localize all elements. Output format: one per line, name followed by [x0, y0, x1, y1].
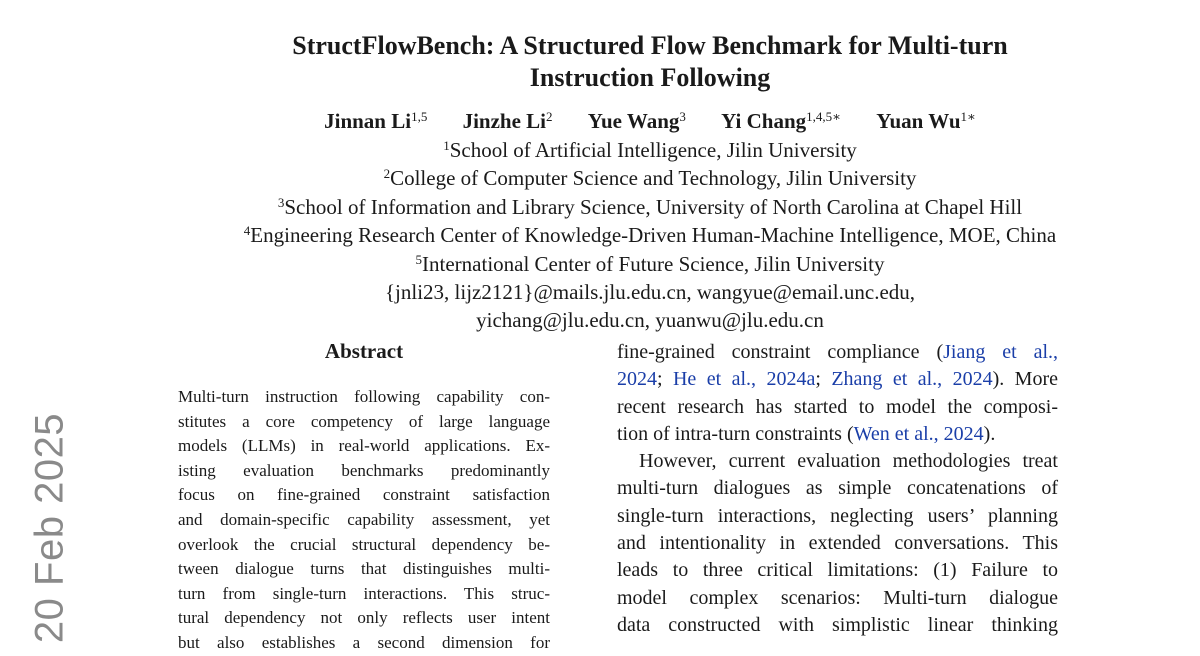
body-line: leads to three critical limitations: (1) Failure to	[617, 559, 1058, 582]
abstract-line: Multi-turn instruction following capability con-	[178, 387, 550, 406]
author	[721, 109, 841, 133]
author-list	[150, 107, 1150, 135]
abstract-line: and domain-specific capability assessment, yet	[178, 509, 550, 529]
citation-link[interactable]: Zhang et al., 2024	[831, 368, 993, 391]
intro-column	[617, 339, 1058, 639]
affiliation-line	[100, 193, 1200, 221]
abstract-line: turn from single-turn interactions. This struc-	[178, 583, 550, 603]
body-line: data constructed with simplistic linear thinking	[617, 613, 1058, 636]
abstract-line: isting evaluation benchmarks predominantly	[178, 460, 550, 480]
body-text: ). More	[992, 368, 1058, 391]
affiliation-block	[100, 136, 1200, 335]
author-name: Jinnan Li	[324, 109, 412, 133]
affiliation-mark: 4	[243, 223, 251, 239]
body-line	[617, 339, 1058, 366]
author-affil-mark: 1∗	[960, 109, 976, 124]
abstract-line: focus on fine-grained constraint satisfaction	[178, 485, 550, 505]
paper-title	[150, 30, 1150, 94]
abstract-line: tural dependency not only reflects user intent	[178, 608, 550, 628]
email-line-1: {jnli23, lijz2121}@mails.jlu.edu.cn, wangyue@email.unc.edu,	[384, 280, 916, 305]
affiliation-line	[100, 136, 1200, 164]
author	[463, 109, 553, 133]
body-line: recent research has started to model the composi-	[617, 395, 1058, 418]
body-text: ).	[983, 422, 996, 445]
body-line: However, current evaluation methodologies treat	[639, 450, 1058, 473]
abstract-line: models (LLMs) in real-world applications. Ex-	[178, 436, 550, 456]
affiliation-mark: 1	[443, 138, 450, 153]
abstract-line: overlook the crucial structural dependency be-	[178, 534, 550, 554]
body-line: model complex scenarios: Multi-turn dialogue	[617, 586, 1058, 609]
email-line-2: yichang@jlu.edu.cn, yuanwu@jlu.edu.cn	[476, 308, 824, 333]
arxiv-date-stamp	[27, 412, 72, 644]
citation-link[interactable]: Jiang et al.,	[943, 341, 1058, 363]
author-affil-mark: 2	[546, 109, 553, 124]
abstract-body	[178, 385, 550, 656]
author-name: Yue Wang	[587, 109, 680, 133]
citation-link[interactable]: He et al., 2024a	[672, 368, 816, 391]
author	[876, 109, 976, 133]
abstract-line: tween dialogue turns that distinguishes multi-	[178, 559, 550, 579]
body-text: fine-grained constraint compliance (	[617, 341, 944, 363]
body-line	[617, 421, 1058, 448]
body-text: tion of intra-turn constraints (	[617, 422, 854, 445]
author-name: Yuan Wu	[876, 109, 961, 133]
paper-title-line-2: Instruction Following	[529, 63, 771, 92]
paper-title-line-1: StructFlowBench: A Structured Flow Benchmark for Multi-turn	[292, 31, 1008, 60]
body-line: 2024; He et al., 2024a; Zhang et al., 2024). More	[617, 368, 1058, 391]
arxiv-date-text: 20 Feb 2025	[27, 412, 72, 644]
author-affil-mark: 3	[679, 109, 686, 124]
affiliation-line	[100, 164, 1200, 192]
affiliation-mark: 3	[277, 194, 285, 210]
affiliation-text: School of Artificial Intelligence, Jilin University	[449, 138, 857, 162]
citation-link[interactable]: Wen et al., 2024	[853, 422, 984, 445]
abstract-heading: Abstract	[324, 339, 404, 363]
affiliation-mark: 5	[415, 251, 423, 267]
author-affil-mark: 1,4,5∗	[806, 109, 841, 124]
affiliation-text: International Center of Future Science, Jilin University	[422, 251, 885, 276]
affiliation-text: College of Computer Science and Technology, Jilin University	[390, 166, 917, 191]
abstract-line: but also establishes a second dimension for	[178, 632, 550, 652]
citation-link[interactable]: 2024	[617, 368, 657, 391]
body-line: single-turn interactions, neglecting users’ planning	[617, 504, 1058, 527]
author-affil-mark: 1,5	[411, 109, 428, 124]
body-line: and intentionality in extended conversations. This	[617, 532, 1058, 555]
affiliation-text: Engineering Research Center of Knowledge-Driven Human-Machine Intelligence, MOE, China	[250, 223, 1057, 248]
author-name: Yi Chang	[721, 109, 807, 133]
affiliation-line	[100, 250, 1200, 278]
body-line: multi-turn dialogues as simple concatenations of	[617, 477, 1058, 500]
author	[324, 109, 427, 133]
affiliation-line	[100, 221, 1200, 249]
author	[588, 109, 686, 133]
affiliation-text: School of Information and Library Science, University of North Carolina at Chapel Hill	[284, 194, 1023, 219]
abstract-line: stitutes a core competency of large language	[178, 411, 550, 431]
affiliation-mark: 2	[383, 166, 391, 182]
author-name: Jinzhe Li	[462, 109, 547, 133]
